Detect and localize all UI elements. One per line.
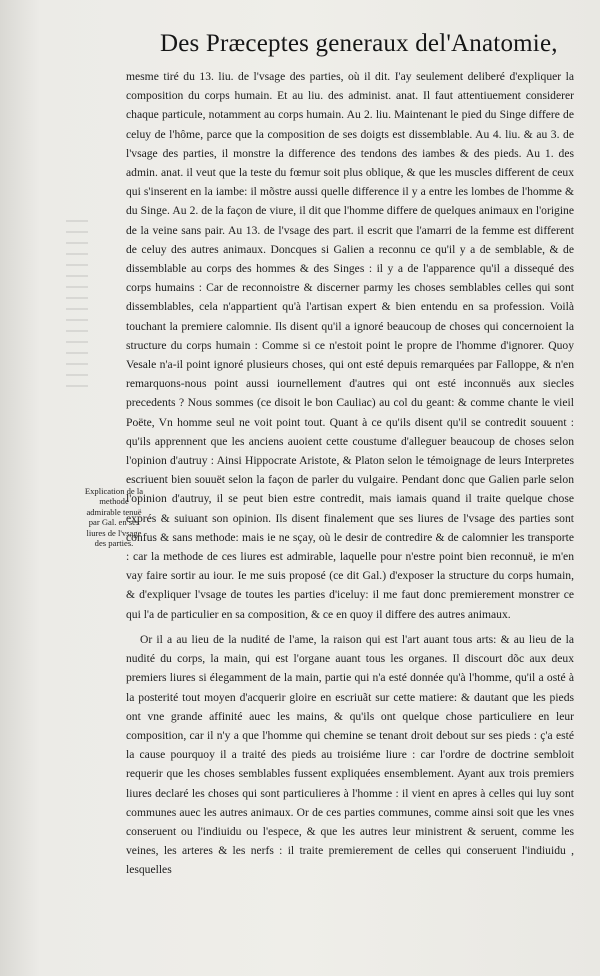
running-header: Des Præceptes generaux del'Anatomie, <box>160 30 558 57</box>
body-text <box>126 67 574 880</box>
margin-note: Explication de la methode admirable tenuë par Gal. en ses liures de l'vsage des parties. <box>84 486 144 549</box>
paragraph: mesme tiré du 13. liu. de l'vsage des parties, où il dit. I'ay seulement deliberé d'expliquer la composition du corps humain. Et au liu. des administ. anat. Il faut attentiuement considerer chaque particule, notamment au corps humain. Au 2. liu. Maintenant le pied du Singe differe de celuy de l'hôme, parce que la composition de ses doigts est dissemblable. Au 4. liu. & au 3. de l'vsage des parties, il monstre la difference des tendons des iambes & des pieds. Au 1. des admin. anat. il veut que la teste du fœmur soit plus oblique, & que les muscles different de ceux qui s'inserent en la iambe: il mõstre aussi quelle difference il y a entre les lombes de l'homme & du Singe. Au 2. de la façon de viure, il dit que l'homme differe de quelques animaux en l'origine de la veine sans pair. Au 13. de l'vsage des part. il escrit que l'amarri de la femme est different de celuy des autres animaux. Doncques si Galien a reconnu ce qu'il y a de semblable, & de dissemblable au corps des hommes & des Singes : il y a de l'apparence qu'il a dissequé des corps humains : Car de reconnoistre & discerner parmy les choses semblables celles qui sont dissemblables, cela n'appartient qu'à l'artisan expert & bien entendu en sa profession. Voilà touchant la premiere calomnie. Ils disent qu'il a ignoré beaucoup de choses qui concernoient la structure du corps humain : Comme si ce n'estoit point le propre de l'homme d'ignorer. Quoy Vesale n'a-il point ignoré plusieurs choses, qui ont esté depuis remarquées par Falloppe, & n'en remarquons-nous point aussi iournellement d'autres qui ont esté inconnuës aux siecles precedents ? Nous sommes (ce disoit le bon Cauliac) au col du geant: & comme chante le vieil Poëte, Vn homme seul ne voit point tout. Quant à ce qu'ils disent qu'il se contredit souuent : qu'ils apprennent que les anciens auoient cette coustume d'alleguer beaucoup de choses selon l'opinion d'autruy : Ainsi Hippocrate Aristote, & Platon selon le témoignage de leurs Interpretes escriuent bien souuët selon la façon de parler du vulgaire. Pendant donc que Galien parle selon l'opinion d'autruy, il se peut bien estre contredit, mais iamais quand il traite quelque chose exprés & suiuant son opinion. Ils disent finalement que ses liures de l'vsage des parties sont confus & sans methode: mais ie ne sçay, où le desir de contredire & de calomnier les transporte : car la methode de ces liures est admirable, laquelle pour n'estre point bien reconnuë, ie m'en vay faire sortir au iour. Ie me suis proposé (ce dit Gal.) d'exposer la structure du corps humain, & d'expliquer l'vsage de toutes les parties d'iceluy: il me faut donc premierement monstrer ce qui l'a de particulier en sa composition, & ce en quoy il differe des autres animaux. <box>126 70 574 621</box>
paragraph: Or il a au lieu de la nudité de l'ame, la raison qui est l'art auant tous arts: & au lieu de la nudité du corps, la main, qui est l'organe auant tous les organes. Il discourt dõc aux deux premiers liures si élegamment de la main, partie qui n'a esté donnée qu'à l'homme, qu'il a osté à la posterité tout moyen d'acquerir gloire en escriuãt sur cette matiere: & dautant que les pieds ont vne grande affinité auec les mains, & qu'ils ont quelque chose particuliere en leur composition, car il n'y a que l'homme qui chemine se tenant droit debout sur ses pieds : ç'a esté la cause pourquoy il a traité des pieds au troisiéme liure : car l'ordre de doctrine sembloit requerir que les choses semblables fussent expliquées ensemblement. Ayant aux trois premiers liures declaré les choses qui sont particulieres à l'homme : il vient en apres à celles qui luy sont communes auec les autres animaux. Or de ces parties communes, comme ainsi soit que les vnes conseruent ou l'indiuidu ou l'espece, & que les autres leur ministrent & seruent, comme les veines, les arteres & les nerfs : il traite premierement de celles qui conseruent l'indiuidu , lesquelles <box>126 632 574 877</box>
show-through-ink <box>66 220 88 390</box>
